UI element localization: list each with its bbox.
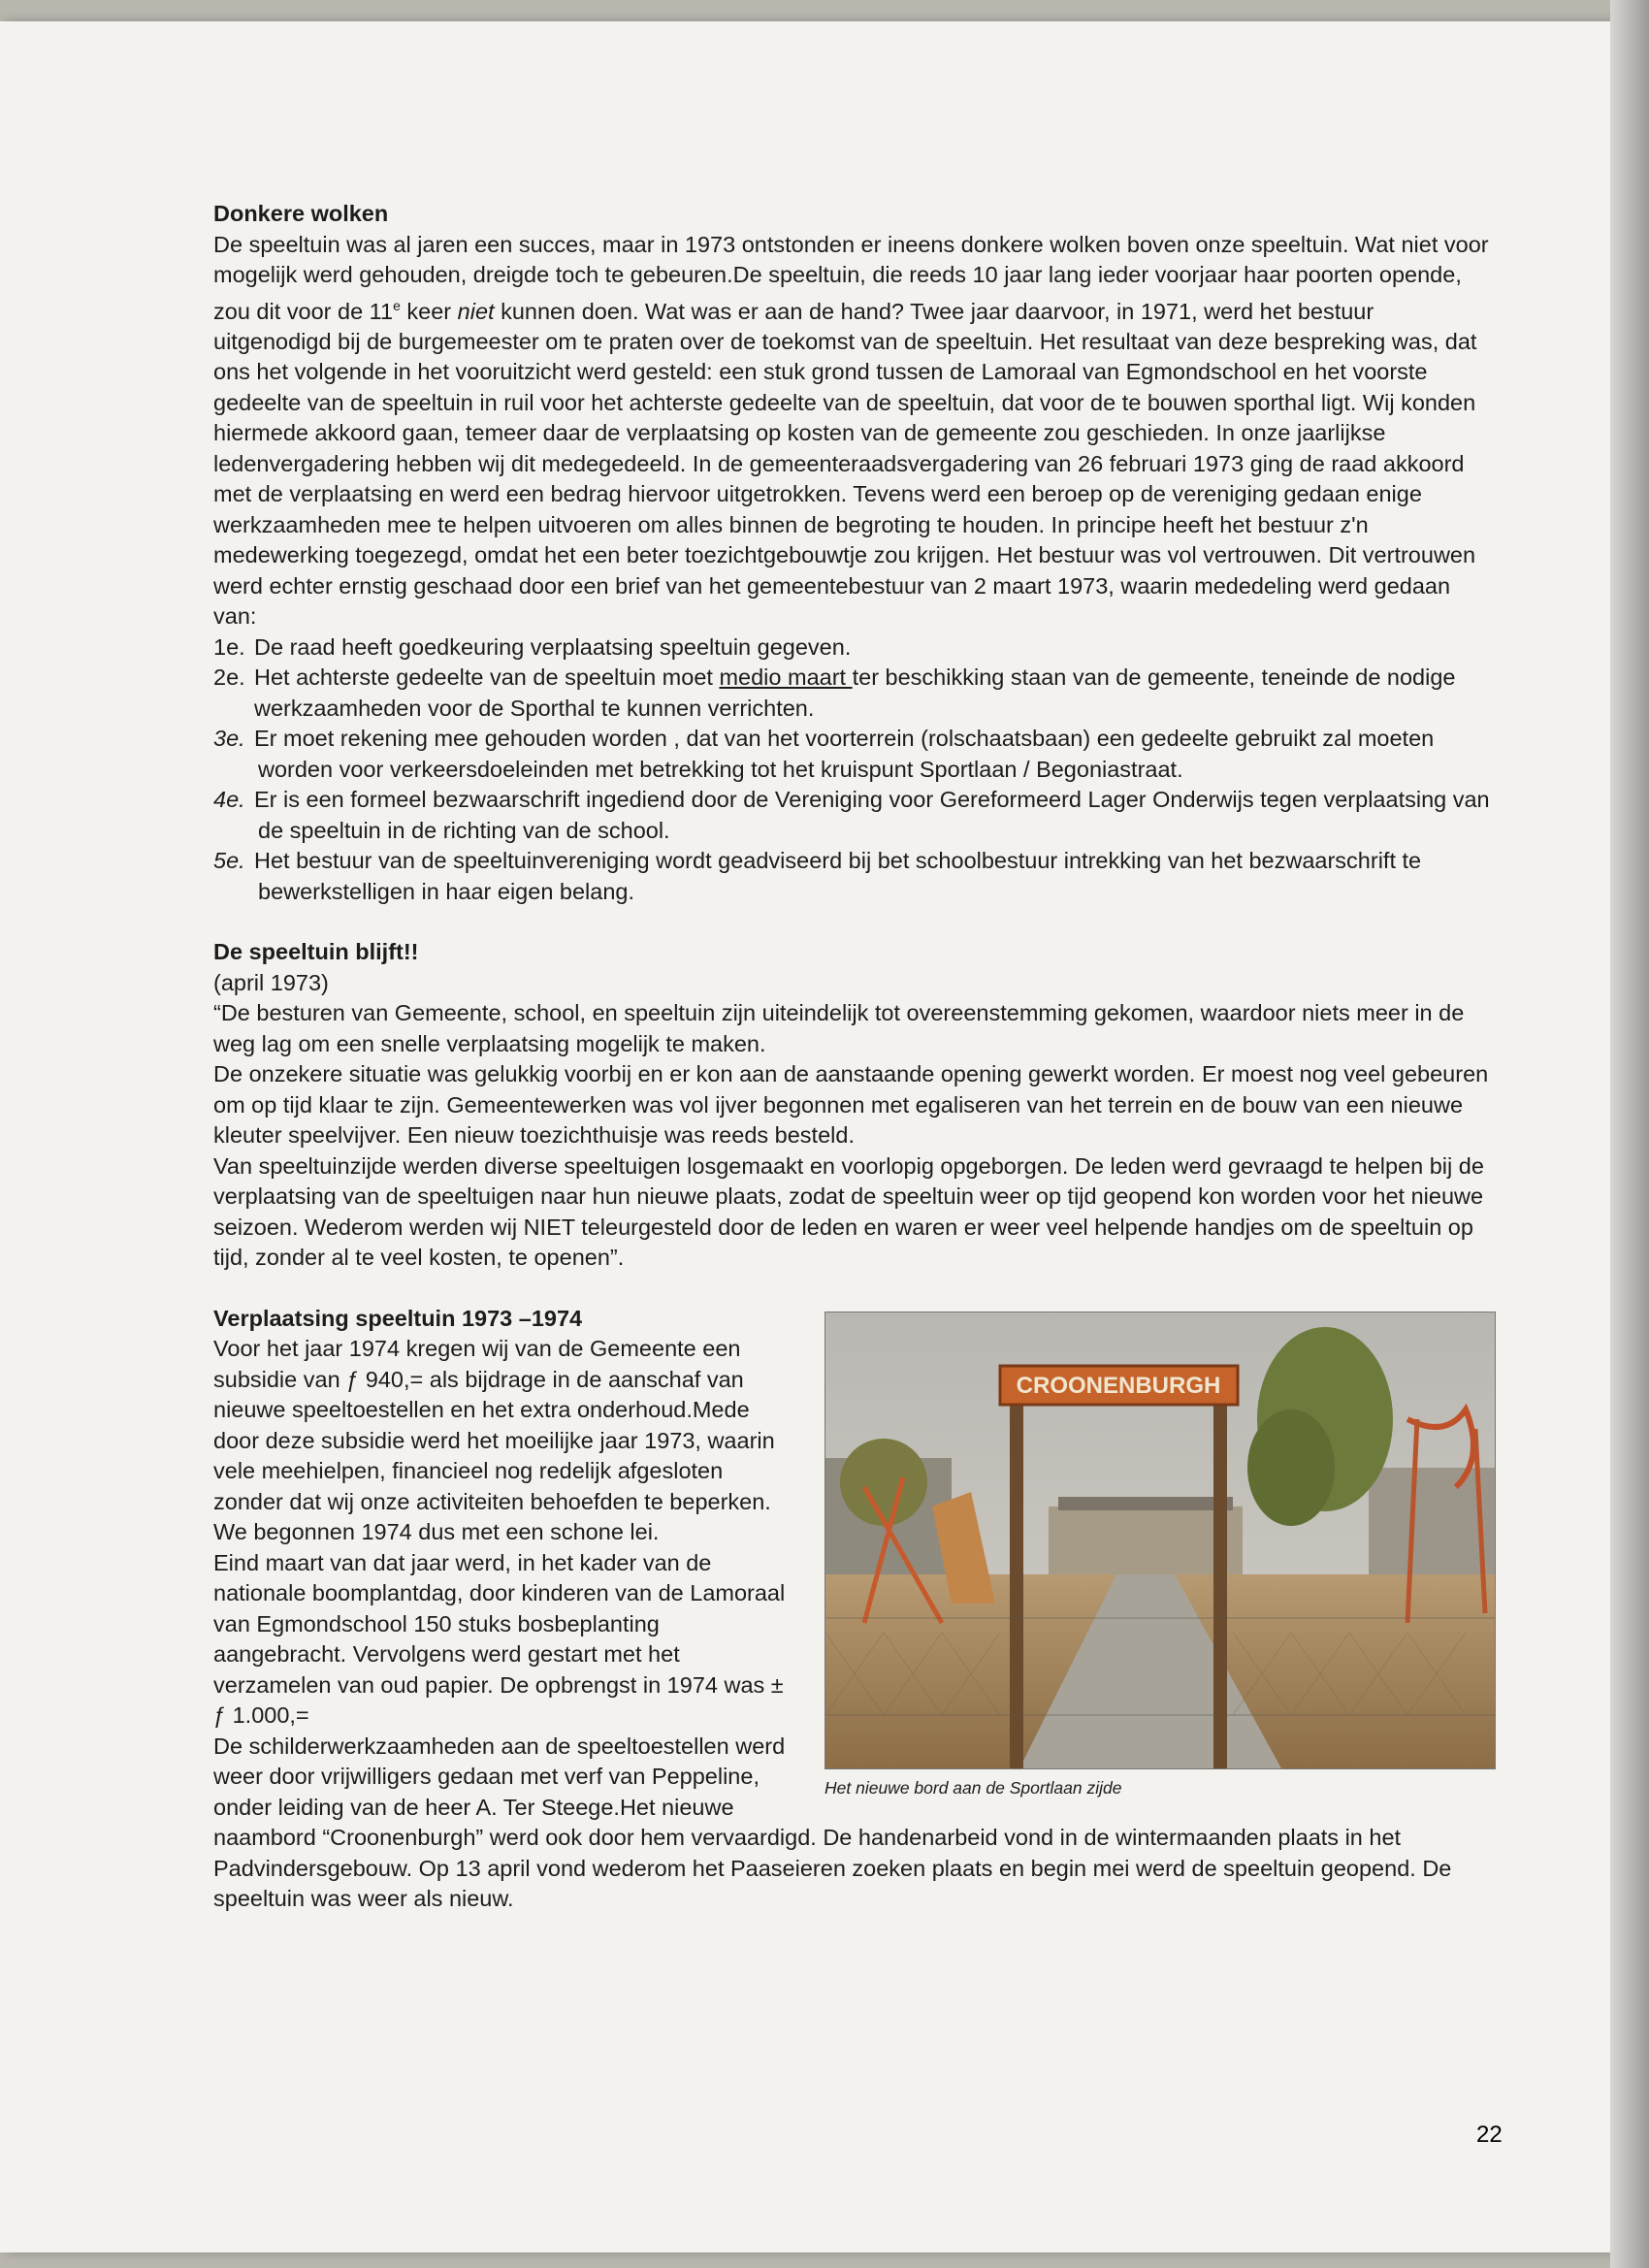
paragraph: De speeltuin was al jaren een succes, maar in 1973 ontstonden er ineens donkere wolken boven onze speeltuin. Wat niet voor mogelijk werd gehouden, dreigde toch te gebeuren.De speeltuin, die reeds 10 jaar lang ieder voorjaar haar poorten opende, zou dit voor de 11e keer niet kunnen doen. Wat was er aan de hand? Twee jaar daarvoor, in 1971, werd het bestuur uitgenodigd bij de burgemeester om te praten over de toekomst van de speeltuin. Het resultaat van deze bespreking was, dat ons het volgende in het vooruitzicht werd gesteld: een stuk grond tussen de Lamoraal van Egmondschool en het voorste gedeelte van de speeltuin in ruil voor het achterste gedeelte van de speeltuin, dat voor de te bouwen sporthal ligt. Wij konden hiermede akkoord gaan, temeer daar de verplaatsing op kosten van de gemeente zou geschieden. In onze jaarlijkse ledenvergadering hebben wij dit medegedeeld. In de gemeenteraadsvergadering van 26 februari 1973 ging de raad akkoord met de verplaatsing en werd een bedrag hiervoor uitgetrokken. Tevens werd een beroep op de vereniging gedaan enige werkzaamheden mee te helpen uitvoeren om alles binnen de begroting te houden. In principe heeft het bestuur z'n medewerking toegezegd, omdat het een beter toezichtgebouwtje zou krijgen. Het bestuur was vol vertrouwen. Dit vertrouwen werd echter ernstig geschaad door een brief van het gemeentebestuur van 2 maart 1973, waarin mededeling werd gedaan van:: [213, 231, 1489, 630]
paragraph: De onzekere situatie was gelukkig voorbij en er kon aan de aanstaande opening gewerkt worden. Er moest nog veel gebeuren om op tijd klaar te zijn. Gemeentewerken was vol ijver begonnen met egaliseren van het terrein en de bouw van een nieuwe kleuter speelvijver. Een nieuw toezichthuisje was reeds besteld.: [213, 1061, 1489, 1149]
section-verplaatsing: [213, 1304, 1494, 1915]
photo-caption: Het nieuwe bord aan de Sportlaan zijde: [824, 1777, 1122, 1798]
paragraph: “De besturen van Gemeente, school, en speeltuin zijn uiteindelijk tot overeenstemming gekomen, waardoor niets meer in de weg lag om een snelle verplaatsing mogelijk te maken.: [213, 1000, 1465, 1056]
sign-text: CROONENBURGH: [1016, 1372, 1221, 1399]
list-item: 3e. Er moet rekening mee gehouden worden , dat van het voorterrein (rolschaatsbaan) een gedeelte gebruikt zal moeten worden voor verkeersdoeleinden met betrekking tot het kruispunt Sportlaan / Begoniastraat.: [213, 726, 1435, 782]
list-item: 5e. Het bestuur van de speeltuinvereniging wordt geadviseerd bij bet schoolbestuur intrekking van het bezwaarschrift te bewerkstelligen in haar eigen belang.: [213, 848, 1422, 904]
list-item: 4e. Er is een formeel bezwaarschrift ingediend door de Vereniging voor Gereformeerd Lager Onderwijs tegen verplaatsing van de speeltuin in de richting van de school.: [213, 787, 1490, 843]
section-date: (april 1973): [213, 969, 329, 995]
section-heading-donkere-wolken: Donkere wolken: [213, 201, 389, 226]
list-item: 1e. De raad heeft goedkeuring verplaatsing speeltuin gegeven.: [213, 633, 852, 660]
paragraph: Eind maart van dat jaar werd, in het kader van de nationale boomplantdag, door kinderen van de Lamoraal van Egmondschool 150 stuks bosbeplanting aangebracht. Vervolgens werd gestart met het verzamelen van oud papier. De opbrengst in 1974 was ± ƒ 1.000,=: [213, 1549, 786, 1729]
paragraph: We begonnen 1974 dus met een schone lei.: [213, 1519, 660, 1545]
paragraph: Voor het jaar 1974 kregen wij van de Gemeente een subsidie van ƒ 940,= als bijdrage in de aanschaf van nieuwe speeltoestellen en het extra onderhoud.Mede door deze subsidie werd het moeilijke jaar 1973, waarin vele meehielpen, financieel nog redelijk afgesloten zonder dat wij onze activiteiten behoefden te beperken.: [213, 1336, 775, 1514]
page-content: [213, 199, 1494, 1915]
list-item: 2e. Het achterste gedeelte van de speeltuin moet medio maart ter beschikking staan van de gemeente, teneinde de nodige werkzaamheden voor de Sporthal te kunnen verrichten.: [213, 664, 1456, 721]
photo-figure: [824, 1312, 1494, 1801]
scanner-edge: [1610, 0, 1649, 2268]
page-number: 22: [1476, 2122, 1503, 2148]
section-speeltuin-blijft: [213, 937, 1494, 1274]
paragraph: De schilderwerkzaamheden aan de speeltoestellen werd weer door vrijwilligers gedaan met verf van Peppeline, onder leiding van de heer A. Ter Steege.Het nieuwe naambord “Croonenburgh” werd ook door hem vervaardigd. De handenarbeid vond in de wintermaanden plaats in het Padvindersgebouw. Op 13 april vond wederom het Paaseieren zoeken plaats en begin mei werd de speeltuin geopend. De speeltuin was weer als nieuw.: [213, 1733, 1452, 1912]
paragraph: Van speeltuinzijde werden diverse speeltuigen losgemaakt en voorlopig opgeborgen. De leden werd gevraagd te helpen bij de verplaatsing van de speeltuigen naar hun nieuwe plaats, zodat de speeltuin weer op tijd geopend kon worden voor het nieuwe seizoen. Wederom werden wij NIET teleurgesteld door de leden en waren er weer veel helpende handjes om de speeltuin op tijd, zonder al te veel kosten, te openen”.: [213, 1152, 1484, 1271]
section-heading: Verplaatsing speeltuin 1973 –1974: [213, 1305, 583, 1331]
playground-photo: [824, 1312, 1496, 1769]
section-heading: De speeltuin blijft!!: [213, 939, 419, 965]
